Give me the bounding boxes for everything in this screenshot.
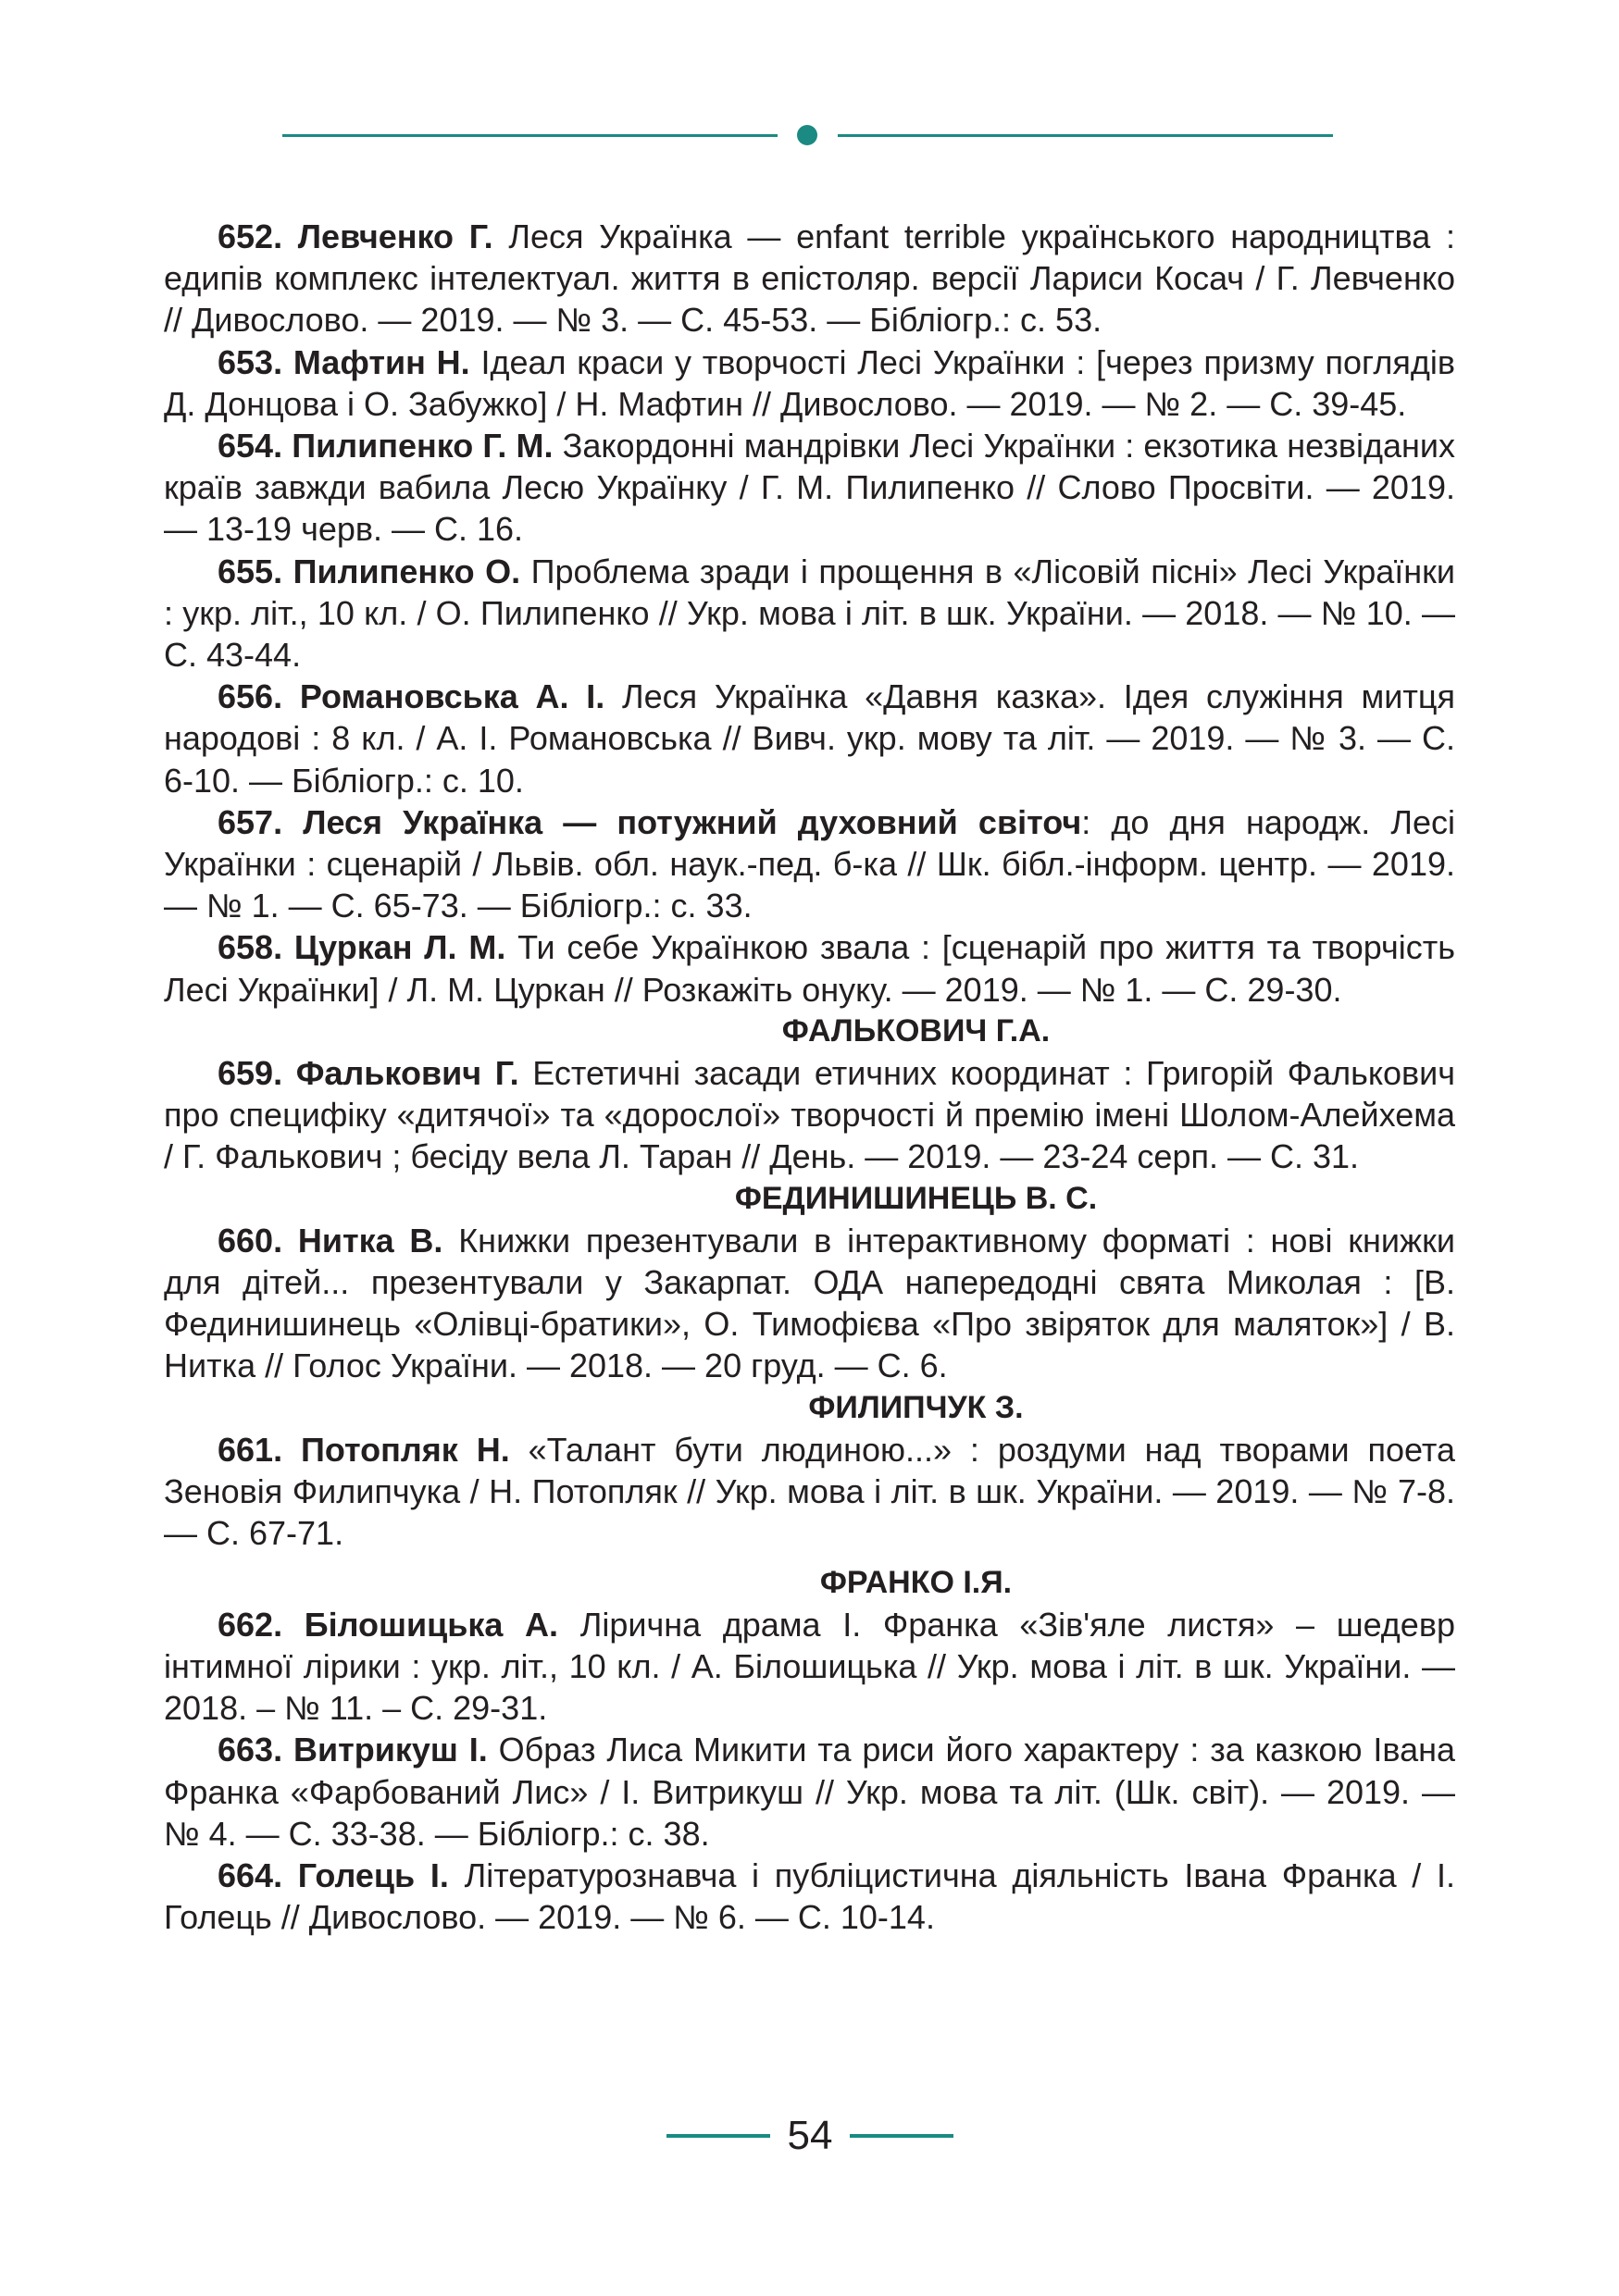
entry-author: Пилипенко Г. М. xyxy=(292,427,554,465)
entry-number: 664. xyxy=(218,1855,283,1894)
entry-author: Романовська А. І. xyxy=(299,677,605,716)
entry-number: 657. xyxy=(218,802,283,841)
section-heading-franko: ФРАНКО І.Я. xyxy=(819,1564,1013,1600)
entry-text: Ти себе Українкою звала : [сценарій про життя та творчість Лесі Українки] / Л. М. Цуркан // Розкажіть онуку. — 2019. — № 1. — С. 29-30. xyxy=(164,928,1455,1009)
section-heading-fedynyshynets: ФЕДИНИШИНЕЦЬ В. С. xyxy=(734,1180,1098,1216)
entries-franko xyxy=(164,1604,1455,1939)
entry-author: Мафтин Н. xyxy=(293,342,470,381)
entry-number: 656. xyxy=(218,677,283,716)
entry-text: Ідеал краси у творчості Лесі Українки : [через призму поглядів Д. Донцова і О. Забужко] / Н. Мафтин // Дивослово. — 2019. — № 2. — С. 39-45. xyxy=(164,342,1455,423)
list-item xyxy=(164,801,1455,927)
entry-text: : до дня народж. Лесі Українки : сценарій / Львів. обл. наук.-пед. б-ка // Шк. бібл.-інформ. центр. — 2019. — № 1. — С. 65-73. — Бібліогр.: с. 33. xyxy=(164,802,1455,925)
entry-author: Левченко Г. xyxy=(297,217,493,255)
page-footer xyxy=(0,2110,1619,2166)
entries-lesya-ukrainka xyxy=(164,216,1455,1011)
entry-author: Фалькович Г. xyxy=(295,1054,519,1093)
entry-number: 655. xyxy=(218,552,283,590)
footer-rule-left xyxy=(666,2134,770,2138)
entry-text: «Талант бути людиною...» : роздуми над творами поета Зеновія Филипчука / Н. Потопляк // Укр. мова і літ. в шк. України. — 2019. — № 7-8. — С. 67-71. xyxy=(164,1430,1455,1553)
entry-text: Проблема зради і прощення в «Лісовій пісні» Лесі Українки : укр. літ., 10 кл. / О. Пилипенко // Укр. мова і літ. в шк. України. — 2018. — № 10. — С. 43-44. xyxy=(164,552,1455,675)
header-rule-left xyxy=(282,134,778,137)
section-heading-fylypchuk: ФИЛИПЧУК З. xyxy=(808,1389,1024,1425)
header-rule-right xyxy=(838,134,1333,137)
list-item xyxy=(164,551,1455,676)
list-item xyxy=(164,216,1455,341)
header-dot-icon xyxy=(797,125,817,145)
entry-number: 663. xyxy=(218,1731,283,1769)
list-item xyxy=(164,1604,1455,1730)
entry-text: Книжки презентували в інтерактивному форматі : нові книжки для дітей... презентували у Закарпат. ОДА напередодні свята Миколая : [В. Фединишинець «Олівці-братики», О. Тимофієва «Про звіряток для маляток»] / В. Нитка // Голос України. — 2018. — 20 груд. — С. 6. xyxy=(164,1221,1455,1385)
entry-text: Образ Лиса Микити та риси його характеру : за казкою Івана Франка «Фарбований Лис» / І. Витрикуш // Укр. мова та літ. (Шк. світ). — 2019. — № 4. — С. 33-38. — Бібліогр.: с. 38. xyxy=(164,1731,1455,1853)
list-item xyxy=(164,1729,1455,1855)
section-heading-falkovych: ФАЛЬКОВИЧ Г.А. xyxy=(781,1012,1051,1049)
entry-number: 659. xyxy=(218,1054,283,1093)
entry-number: 653. xyxy=(218,342,283,381)
entry-number: 652. xyxy=(218,217,283,255)
list-item xyxy=(164,1220,1455,1387)
entry-author: Витрикуш І. xyxy=(293,1731,488,1769)
entry-author: Леся Українка — потужний духовний світоч xyxy=(303,802,1082,841)
page-number: 54 xyxy=(787,2113,833,2158)
entry-number: 661. xyxy=(218,1430,283,1469)
entry-author: Нитка В. xyxy=(297,1221,443,1260)
entry-author: Потопляк Н. xyxy=(301,1430,510,1469)
entry-text: Естетичні засади етичних координат : Григорій Фалькович про специфіку «дитячої» та «дорослої» творчості й премію імені Шолом-Алейхема / Г. Фалькович ; бесіду вела Л. Таран // День. — 2019. — 23-24 серп. — С. 31. xyxy=(164,1054,1455,1176)
bibliography-list xyxy=(164,216,1455,1938)
entry-number: 662. xyxy=(218,1605,283,1644)
entry-author: Цуркан Л. М. xyxy=(293,928,506,967)
list-item xyxy=(164,425,1455,551)
entry-text: Закордонні мандрівки Лесі Українки : екзотика незвіданих країв завжди вабила Лесю Українку / Г. М. Пилипенко // Слово Просвіти. — 2019. — 13-19 черв. — С. 16. xyxy=(164,427,1455,549)
entry-text: Літературознавча і публіцистична діяльність Івана Франка / І. Голець // Дивослово. — 2019. — № 6. — С. 10-14. xyxy=(164,1855,1455,1937)
entry-author: Пилипенко О. xyxy=(293,552,521,590)
entry-text: Леся Українка — enfant terrible українського народництва : едипів комплекс інтелектуал. життя в епістоляр. версії Лариси Косач / Г. Левченко // Дивослово. — 2019. — № 3. — С. 45-53. — Бібліогр.: с. 53. xyxy=(164,217,1455,340)
footer-rule-right xyxy=(850,2134,953,2138)
list-item xyxy=(164,676,1455,801)
list-item xyxy=(164,926,1455,1010)
entry-number: 654. xyxy=(218,427,283,465)
entry-author: Голець І. xyxy=(297,1855,449,1894)
entry-number: 660. xyxy=(218,1221,283,1260)
entry-author: Білошицька А. xyxy=(304,1605,559,1644)
list-item xyxy=(164,1855,1455,1938)
entry-text: Леся Українка «Давня казка». Ідея служіння митця народові : 8 кл. / А. І. Романовська // Вивч. укр. мову та літ. — 2019. — № 3. — С. 6-10. — Бібліогр.: с. 10. xyxy=(164,677,1455,800)
list-item xyxy=(164,1429,1455,1555)
entry-text: Лірична драма І. Франка «Зів'яле листя» – шедевр інтимної лірики : укр. літ., 10 кл. / А. Білошицька // Укр. мова і літ. в шк. України. — 2018. – № 11. – С. 29-31. xyxy=(164,1605,1455,1728)
entry-number: 658. xyxy=(218,928,283,967)
header-ornament xyxy=(282,134,1333,138)
list-item xyxy=(164,341,1455,425)
list-item xyxy=(164,1052,1455,1178)
